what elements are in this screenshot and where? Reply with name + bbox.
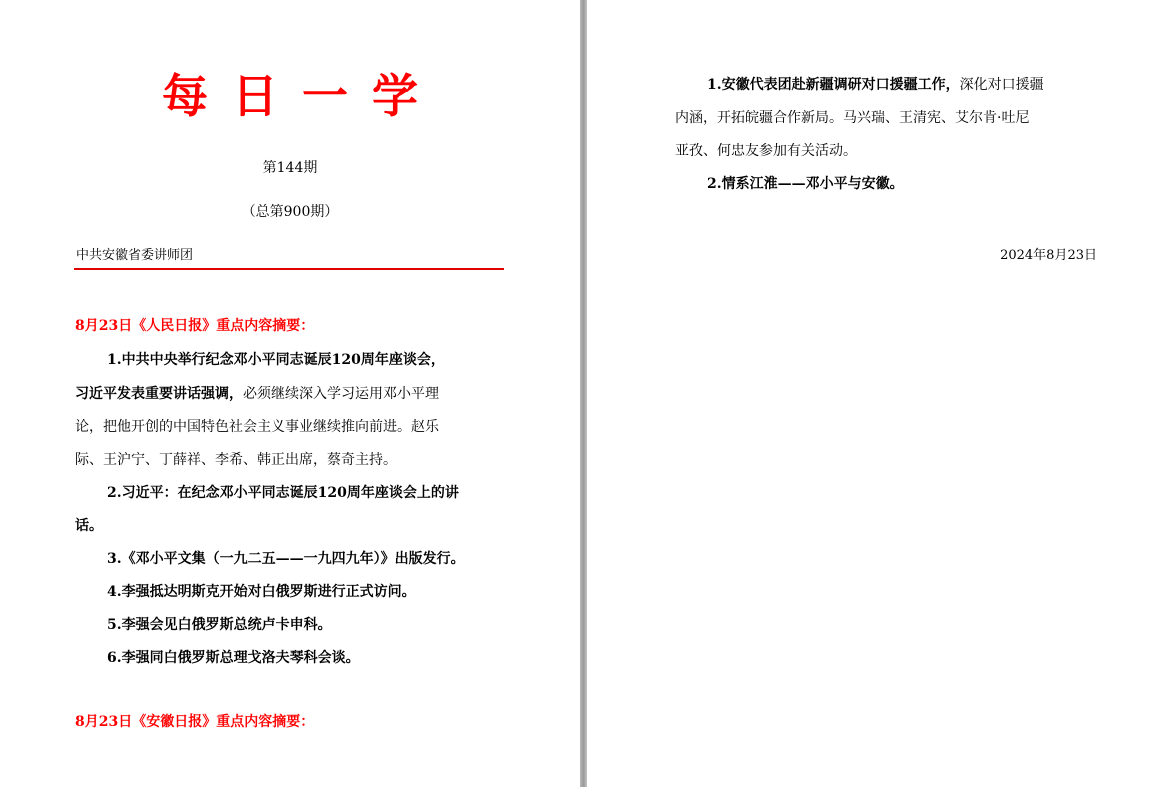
item-bold-text: 3.《邓小平文集（一九二五——一九四九年）》出版发行。 [107, 551, 465, 567]
list-item-continuation [75, 410, 439, 444]
list-item-continuation [675, 101, 1029, 135]
item-bold-text: 5.李强会见白俄罗斯总统卢卡申科。 [107, 617, 332, 633]
item-normal-text: 论，把他开创的中国特色社会主义事业继续推向前进。赵乐 [75, 419, 439, 435]
item-normal-text: 深化对口援疆 [959, 77, 1044, 93]
item-normal-text: 内涵，开拓皖疆合作新局。马兴瑞、王清宪、艾尔肯·吐尼 [675, 110, 1030, 126]
list-item [107, 608, 332, 642]
item-normal-text: 必须继续深入学习运用邓小平理 [243, 386, 439, 402]
list-item [107, 343, 445, 377]
list-item-continuation [675, 134, 857, 168]
list-item-continuation [75, 377, 439, 411]
item-bold-text: 6.李强同白俄罗斯总理戈洛夫琴科会谈。 [107, 650, 360, 666]
list-item [707, 167, 904, 201]
organization-name: 中共安徽省委讲师团 [76, 248, 194, 263]
list-item-continuation [75, 509, 103, 543]
item-bold-text: 话。 [75, 518, 103, 534]
item-normal-text: 际、王沪宁、丁薛祥、李希、韩正出席，蔡奇主持。 [75, 452, 397, 468]
item-bold-text: 1.中共中央举行纪念邓小平同志诞辰120周年座谈会， [107, 352, 445, 368]
issue-number: 第144期 [262, 160, 318, 176]
item-bold-text: 2.习近平：在纪念邓小平同志诞辰120周年座谈会上的讲 [107, 485, 459, 501]
list-item [107, 641, 360, 675]
list-item-continuation [75, 443, 397, 477]
red-divider [74, 268, 504, 270]
publish-date: 2024年8月23日 [1000, 248, 1097, 263]
list-item [107, 575, 416, 609]
page-gutter [580, 0, 587, 787]
section-title-peoples-daily: 8月23日《人民日报》重点内容摘要： [75, 318, 315, 334]
item-normal-text: 亚孜、何忠友参加有关活动。 [675, 143, 857, 159]
item-bold-text: 4.李强抵达明斯克开始对白俄罗斯进行正式访问。 [107, 584, 416, 600]
list-item [107, 476, 459, 510]
issue-total: （总第900期） [241, 204, 339, 220]
list-item [107, 542, 465, 576]
item-bold-text: 2.情系江淮——邓小平与安徽。 [707, 176, 904, 192]
item-bold-text: 1.安徽代表团赴新疆调研对口援疆工作， [707, 77, 960, 93]
item-bold-text: 习近平发表重要讲话强调， [75, 386, 243, 402]
section-title-anhui-daily: 8月23日《安徽日报》重点内容摘要： [75, 714, 315, 730]
list-item [707, 68, 1044, 102]
masthead-title: 每日一学 [162, 69, 442, 123]
